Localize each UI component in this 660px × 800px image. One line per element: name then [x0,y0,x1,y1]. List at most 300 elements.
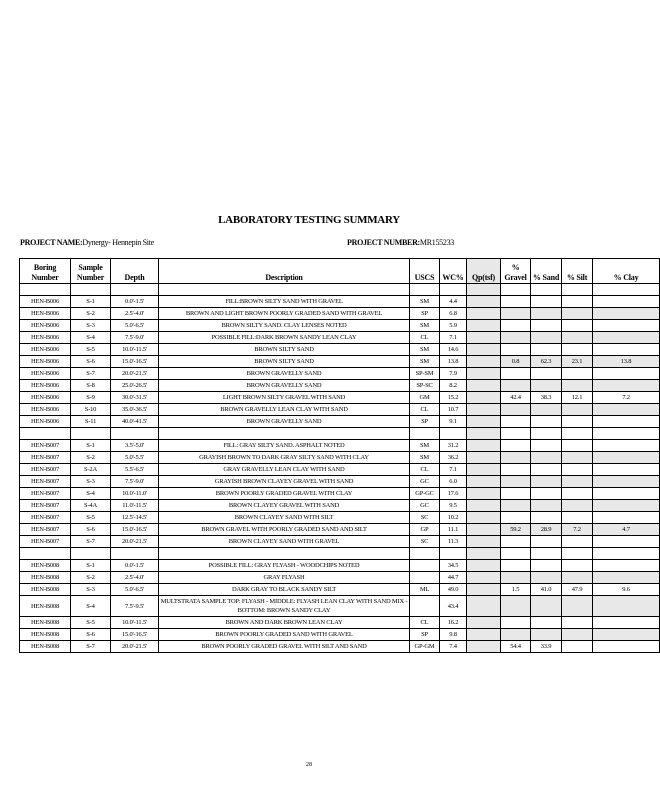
sample-cell: S-1 [71,296,111,308]
qp-cell [467,356,501,368]
clay-cell: 4.7 [593,524,660,536]
table-row [20,584,660,596]
spacer-cell [562,284,593,296]
col-header-silt: % Silt [562,259,593,284]
spacer-row [20,428,660,440]
wc-cell: 8.2 [440,380,467,392]
boring-cell: HEN-B006 [20,380,71,392]
spacer-cell [410,548,440,560]
boring-cell: HEN-B007 [20,500,71,512]
table-row [20,536,660,548]
depth-cell: 7.5'-9.0' [111,476,159,488]
silt-cell: 47.9 [562,584,593,596]
spacer-cell [531,428,562,440]
table-row [20,308,660,320]
depth-cell: 5.0'-5.5' [111,452,159,464]
sand-cell [531,596,562,617]
sand-cell [531,572,562,584]
spacer-cell [440,548,467,560]
sand-cell [531,344,562,356]
silt-cell [562,617,593,629]
silt-cell [562,476,593,488]
uscs-cell: GP-GC [410,488,440,500]
sand-cell [531,332,562,344]
boring-cell: HEN-B006 [20,392,71,404]
boring-cell: HEN-B006 [20,368,71,380]
spacer-cell [410,428,440,440]
table-row [20,617,660,629]
uscs-cell: ML [410,584,440,596]
gravel-cell: 54.4 [501,641,531,653]
description-cell: BROWN GRAVELLY SAND [159,416,410,428]
spacer-row [20,548,660,560]
sample-cell: S-5 [71,617,111,629]
boring-cell: HEN-B007 [20,488,71,500]
spacer-cell [501,284,531,296]
sand-cell: 41.0 [531,584,562,596]
gravel-cell [501,416,531,428]
clay-cell [593,368,660,380]
uscs-cell: GP-GM [410,641,440,653]
wc-cell: 9.1 [440,416,467,428]
description-cell: BROWN SILTY SAND [159,356,410,368]
spacer-cell [562,548,593,560]
depth-cell: 35.0'-36.5' [111,404,159,416]
table-row [20,356,660,368]
gravel-cell [501,368,531,380]
spacer-cell [531,284,562,296]
table-row [20,440,660,452]
col-header-description: Description [159,259,410,284]
qp-cell [467,464,501,476]
sand-cell: 33.9 [531,641,562,653]
wc-cell: 31.2 [440,440,467,452]
gravel-cell [501,488,531,500]
clay-cell [593,404,660,416]
depth-cell: 25.0'-26.5' [111,380,159,392]
qp-cell [467,572,501,584]
table-row [20,404,660,416]
col-header-uscs: USCS [410,259,440,284]
gravel-cell [501,452,531,464]
wc-cell: 5.9 [440,320,467,332]
col-header-gravel: % Gravel [501,259,531,284]
spacer-cell [71,428,111,440]
table-row [20,572,660,584]
gravel-cell: 0.8 [501,356,531,368]
gravel-cell [501,560,531,572]
silt-cell [562,344,593,356]
qp-cell [467,584,501,596]
project-name-label: PROJECT NAME: [20,238,83,247]
table-row [20,524,660,536]
silt-cell [562,641,593,653]
clay-cell [593,320,660,332]
sand-cell [531,560,562,572]
sand-cell [531,536,562,548]
qp-cell [467,596,501,617]
boring-cell: HEN-B006 [20,344,71,356]
table-row [20,629,660,641]
col-header-depth: Depth [111,259,159,284]
description-cell: BROWN GRAVELLY SAND [159,380,410,392]
boring-cell: HEN-B008 [20,572,71,584]
uscs-cell: GM [410,392,440,404]
gravel-cell [501,596,531,617]
table-row [20,641,660,653]
description-cell: GRAY FLYASH [159,572,410,584]
qp-cell [467,332,501,344]
wc-cell: 10.2 [440,512,467,524]
wc-cell: 34.5 [440,560,467,572]
silt-cell: 7.2 [562,524,593,536]
boring-cell: HEN-B008 [20,629,71,641]
qp-cell [467,440,501,452]
report-title: LABORATORY TESTING SUMMARY [218,214,400,226]
description-cell: MULTSTRATA SAMPLE TOP: FLYASH - MIDDLE: FLYASH LEAN CLAY WITH SAND MIX - BOTTOM: BROWN SANDY CLAY [159,596,410,617]
depth-cell: 7.5'-9.5' [111,596,159,617]
table-row [20,380,660,392]
wc-cell: 36.2 [440,452,467,464]
spacer-cell [593,284,660,296]
silt-cell [562,308,593,320]
silt-cell [562,488,593,500]
uscs-cell: CL [410,404,440,416]
description-cell: BROWN SILTY SAND [159,344,410,356]
spacer-cell [111,548,159,560]
gravel-cell [501,572,531,584]
uscs-cell: SM [410,320,440,332]
description-cell: GRAY GRAVELLY LEAN CLAY WITH SAND [159,464,410,476]
depth-cell: 0.0'-1.5' [111,296,159,308]
boring-cell: HEN-B007 [20,536,71,548]
clay-cell [593,629,660,641]
description-cell: FILL: GRAY SILTY SAND. ASPHALT NOTED [159,440,410,452]
sample-cell: S-1 [71,560,111,572]
spacer-cell [440,284,467,296]
sand-cell [531,308,562,320]
uscs-cell: GC [410,476,440,488]
sand-cell: 38.3 [531,392,562,404]
uscs-cell [410,572,440,584]
boring-cell: HEN-B006 [20,416,71,428]
uscs-cell: SM [410,440,440,452]
col-header-sand: % Sand [531,259,562,284]
silt-cell [562,368,593,380]
spacer-cell [467,284,501,296]
boring-cell: HEN-B007 [20,476,71,488]
sample-cell: S-5 [71,344,111,356]
sample-cell: S-6 [71,524,111,536]
gravel-cell: 1.5 [501,584,531,596]
sample-cell: S-2A [71,464,111,476]
table-row [20,596,660,617]
sample-cell: S-1 [71,440,111,452]
col-header-qp: Qp(tsf) [467,259,501,284]
project-number-value: MR155233 [419,238,454,247]
gravel-cell [501,308,531,320]
sample-cell: S-7 [71,368,111,380]
sand-cell [531,380,562,392]
gravel-cell [501,296,531,308]
clay-cell [593,560,660,572]
sample-cell: S-4 [71,596,111,617]
sample-cell: S-2 [71,452,111,464]
sample-cell: S-2 [71,572,111,584]
sand-cell [531,488,562,500]
spacer-cell [20,284,71,296]
depth-cell: 10.0'-11.5' [111,344,159,356]
uscs-cell [410,560,440,572]
depth-cell: 10.0'-11.0' [111,488,159,500]
depth-cell: 2.5'-4.0' [111,572,159,584]
depth-cell: 0.0'-1.5' [111,560,159,572]
boring-cell: HEN-B008 [20,560,71,572]
silt-cell [562,416,593,428]
qp-cell [467,344,501,356]
silt-cell [562,572,593,584]
clay-cell [593,488,660,500]
description-cell: BROWN POORLY GRADED GRAVEL WITH SILT AND SAND [159,641,410,653]
boring-cell: HEN-B006 [20,356,71,368]
spacer-cell [410,284,440,296]
clay-cell [593,476,660,488]
wc-cell: 15.2 [440,392,467,404]
sample-cell: S-7 [71,536,111,548]
description-cell: GRAYISH BROWN CLAYEY GRAVEL WITH SAND [159,476,410,488]
depth-cell: 15.0'-16.5' [111,356,159,368]
wc-cell: 10.7 [440,404,467,416]
description-cell: BROWN POORLY GRADED GRAVEL WITH CLAY [159,488,410,500]
spacer-row [20,284,660,296]
clay-cell [593,380,660,392]
spacer-cell [71,548,111,560]
depth-cell: 5.0'-6.5' [111,320,159,332]
spacer-cell [440,428,467,440]
gravel-cell: 59.2 [501,524,531,536]
uscs-cell [410,596,440,617]
depth-cell: 20.0'-21.5' [111,641,159,653]
description-cell: BROWN CLAYEY SAND WITH GRAVEL [159,536,410,548]
spacer-cell [159,548,410,560]
description-cell: BROWN CLAYEY SAND WITH SILT [159,512,410,524]
page-number: 28 [306,762,312,768]
col-header-boring: Boring Number [20,259,71,284]
uscs-cell: CL [410,617,440,629]
sample-cell: S-3 [71,476,111,488]
qp-cell [467,392,501,404]
project-name-value: Dynergy- Hennepin Site [82,238,154,247]
depth-cell: 12.5'-14.5' [111,512,159,524]
wc-cell: 49.0 [440,584,467,596]
clay-cell [593,308,660,320]
spacer-cell [501,428,531,440]
sand-cell [531,617,562,629]
uscs-cell: GC [410,500,440,512]
uscs-cell: SM [410,452,440,464]
uscs-cell: SC [410,536,440,548]
wc-cell: 16.2 [440,617,467,629]
sand-cell [531,416,562,428]
qp-cell [467,560,501,572]
uscs-cell: SM [410,356,440,368]
silt-cell [562,404,593,416]
gravel-cell: 42.4 [501,392,531,404]
silt-cell [562,452,593,464]
qp-cell [467,500,501,512]
gravel-cell [501,464,531,476]
sand-cell [531,512,562,524]
spacer-cell [71,284,111,296]
wc-cell: 43.4 [440,596,467,617]
description-cell: BROWN CLAYEY GRAVEL WITH SAND [159,500,410,512]
silt-cell [562,560,593,572]
qp-cell [467,536,501,548]
boring-cell: HEN-B008 [20,584,71,596]
wc-cell: 11.3 [440,536,467,548]
qp-cell [467,452,501,464]
table-row [20,476,660,488]
gravel-cell [501,500,531,512]
boring-cell: HEN-B006 [20,404,71,416]
boring-cell: HEN-B007 [20,440,71,452]
uscs-cell: SP-SC [410,380,440,392]
depth-cell: 40.0'-41.5' [111,416,159,428]
qp-cell [467,368,501,380]
sand-cell: 28.9 [531,524,562,536]
silt-cell [562,296,593,308]
uscs-cell: CL [410,464,440,476]
boring-cell: HEN-B007 [20,524,71,536]
wc-cell: 6.8 [440,308,467,320]
silt-cell: 23.1 [562,356,593,368]
clay-cell [593,332,660,344]
spacer-cell [501,548,531,560]
wc-cell: 9.5 [440,500,467,512]
spacer-cell [467,548,501,560]
wc-cell: 44.7 [440,572,467,584]
clay-cell [593,452,660,464]
project-name-line [20,238,154,247]
uscs-cell: GP [410,524,440,536]
clay-cell [593,416,660,428]
description-cell: FILL:BROWN SILTY SAND WITH GRAVEL [159,296,410,308]
spacer-cell [593,428,660,440]
spacer-cell [593,548,660,560]
qp-cell [467,488,501,500]
table-row [20,320,660,332]
uscs-cell: SP [410,629,440,641]
sample-cell: S-11 [71,416,111,428]
wc-cell: 7.4 [440,641,467,653]
clay-cell: 9.6 [593,584,660,596]
qp-cell [467,617,501,629]
qp-cell [467,629,501,641]
project-number-label: PROJECT NUMBER: [347,238,420,247]
gravel-cell [501,404,531,416]
depth-cell: 7.5'-9.0' [111,332,159,344]
table-row [20,512,660,524]
uscs-cell: SP [410,308,440,320]
sand-cell: 62.3 [531,356,562,368]
uscs-cell: SP-SM [410,368,440,380]
gravel-cell [501,617,531,629]
sample-cell: S-6 [71,629,111,641]
qp-cell [467,380,501,392]
silt-cell [562,596,593,617]
table-row [20,500,660,512]
description-cell: LIGHT BROWN SILTY GRAVEL WITH SAND [159,392,410,404]
spacer-cell [20,428,71,440]
uscs-cell: SC [410,512,440,524]
qp-cell [467,404,501,416]
sample-cell: S-9 [71,392,111,404]
wc-cell: 17.6 [440,488,467,500]
depth-cell: 2.5'-4.0' [111,308,159,320]
sand-cell [531,500,562,512]
depth-cell: 20.0'-21.5' [111,536,159,548]
silt-cell [562,440,593,452]
wc-cell: 13.8 [440,356,467,368]
description-cell: BROWN AND LIGHT BROWN POORLY GRADED SAND WITH GRAVEL [159,308,410,320]
qp-cell [467,296,501,308]
clay-cell [593,440,660,452]
silt-cell [562,629,593,641]
boring-cell: HEN-B006 [20,320,71,332]
clay-cell [593,344,660,356]
silt-cell [562,380,593,392]
description-cell: POSSIBLE FILL:DARK BROWN SANDY LEAN CLAY [159,332,410,344]
description-cell: DARK GRAY TO BLACK SANDY SILT [159,584,410,596]
depth-cell: 11.0'-11.5' [111,500,159,512]
silt-cell [562,536,593,548]
table-row [20,332,660,344]
sample-cell: S-4 [71,332,111,344]
lab-summary-table-wrapper [19,258,639,653]
wc-cell: 14.6 [440,344,467,356]
uscs-cell: SM [410,344,440,356]
sample-cell: S-8 [71,380,111,392]
spacer-cell [467,428,501,440]
description-cell: BROWN GRAVELLY LEAN CLAY WITH SAND [159,404,410,416]
depth-cell: 20.0'-21.5' [111,368,159,380]
boring-cell: HEN-B006 [20,332,71,344]
sample-cell: S-10 [71,404,111,416]
spacer-cell [159,428,410,440]
description-cell: POSSIBLE FILL: GRAY FLYASH - WOODCHIPS NOTED [159,560,410,572]
silt-cell [562,464,593,476]
silt-cell [562,500,593,512]
clay-cell [593,464,660,476]
description-cell: BROWN POORLY GRADED SAND WITH GRAVEL [159,629,410,641]
clay-cell [593,512,660,524]
description-cell: BROWN AND DARK BROWN LEAN CLAY [159,617,410,629]
wc-cell: 4.4 [440,296,467,308]
clay-cell: 13.8 [593,356,660,368]
clay-cell [593,500,660,512]
clay-cell [593,572,660,584]
depth-cell: 15.0'-16.5' [111,629,159,641]
boring-cell: HEN-B008 [20,617,71,629]
clay-cell [593,296,660,308]
sample-cell: S-2 [71,308,111,320]
description-cell: GRAYISH BROWN TO DARK GRAY SILTY SAND WITH CLAY [159,452,410,464]
boring-cell: HEN-B008 [20,596,71,617]
qp-cell [467,320,501,332]
gravel-cell [501,380,531,392]
spacer-cell [531,548,562,560]
qp-cell [467,524,501,536]
